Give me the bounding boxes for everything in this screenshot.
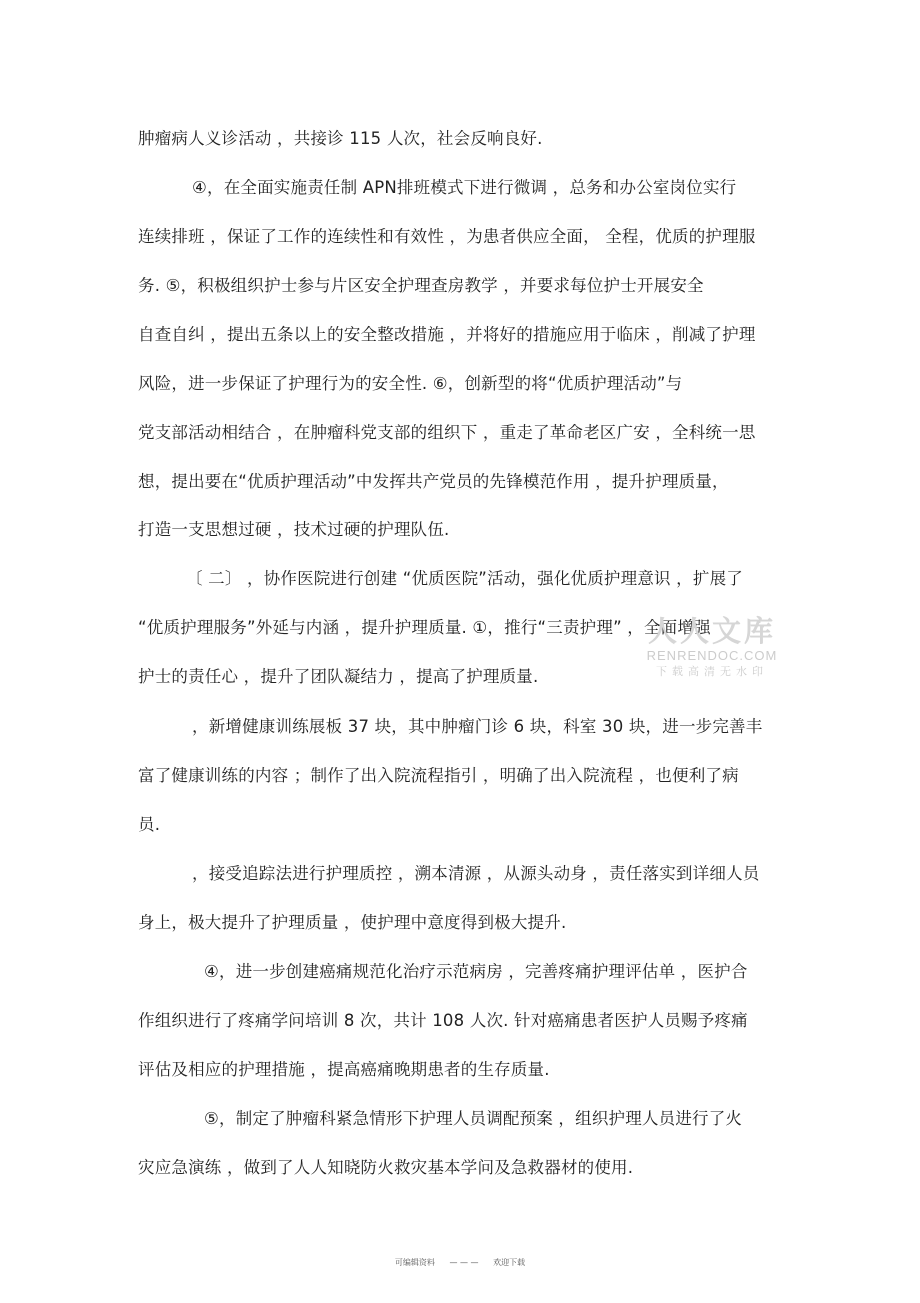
text-line: 护士的责任心 ，提升了团队凝结力 ，提高了护理质量.: [138, 667, 539, 686]
watermark-title: 人人文库: [647, 614, 776, 648]
text-line: 连续排班 ，保证了工作的连续性和有效性 ，为患者供应全面， 全程，优质的护理服: [138, 227, 756, 246]
text-line: 评估及相应的护理措施 ，提高癌痛晚期患者的生存质量.: [138, 1060, 550, 1079]
text-line: 员.: [138, 815, 161, 834]
page-footer: [0, 1257, 920, 1269]
text-line: 党支部活动相结合 ，在肿瘤科党支部的组织下 ，重走了革命老区广安 ，全科统一思: [138, 423, 756, 442]
text-line: 灾应急演练 ，做到了人人知晓防火救灾基本学问及急救器材的使用.: [138, 1158, 634, 1177]
text-line: 身上，极大提升了护理质量 ，使护理中意度得到极大提升.: [138, 913, 567, 932]
watermark-domain: RENRENDOC.COM: [646, 648, 778, 663]
text-line: 作组织进行了疼痛学问培训 8 次，共计 108 人次. 针对癌痛患者医护人员赐予疼痛: [138, 1011, 748, 1030]
text-line: ⑤，制定了肿瘤科紧急情形下护理人员调配预案 ，组织护理人员进行了火: [204, 1109, 743, 1128]
watermark-logo: [642, 614, 782, 680]
text-line: ④，进一步创建癌痛规范化治疗示范病房 ，完善疼痛护理评估单 ，医护合: [204, 962, 748, 981]
text-line: “优质护理服务”外延与内涵 ，提升护理质量. ①，推行“三责护理” ，全面增强: [138, 618, 711, 637]
text-line: ，新增健康训练展板 37 块，其中肿瘤门诊 6 块，科室 30 块，进一步完善丰: [192, 717, 763, 736]
footer-dashes: — — —: [449, 1258, 479, 1267]
text-line: 自查自纠 ，提出五条以上的安全整改措施 ，并将好的措施应用于临床 ，削减了护理: [138, 325, 756, 344]
footer-left-text: 可编辑资料: [394, 1258, 435, 1267]
text-line: 风险，进一步保证了护理行为的安全性. ⑥，创新型的将“优质护理活动”与: [138, 374, 683, 393]
text-line: 务. ⑤，积极组织护士参与片区安全护理查房教学 ，并要求每位护士开展安全: [138, 276, 704, 295]
footer-right-text: 欢迎下载: [493, 1258, 526, 1267]
text-line: 想，提出要在“优质护理活动”中发挥共产党员的先锋模范作用 ，提升护理质量，: [138, 472, 729, 491]
watermark-subtitle: 下载高清无水印: [656, 665, 768, 678]
text-line: ，接受追踪法进行护理质控 ，溯本清源 ，从源头动身 ，责任落实到详细人员: [192, 864, 760, 883]
text-line: ④，在全面实施责任制 APN排班模式下进行微调 ，总务和办公室岗位实行: [192, 178, 737, 197]
text-line: 富了健康训练的内容 ；制作了出入院流程指引 ，明确了出入院流程 ，也便利了病: [138, 766, 739, 785]
text-line: 肿瘤病人义诊活动 ，共接诊 115 人次，社会反响良好.: [138, 129, 543, 148]
section-heading-line: 〔 二〕 ，协作医院进行创建 “优质医院”活动，强化优质护理意识 ，扩展了: [186, 569, 743, 588]
text-line: 打造一支思想过硬 ，技术过硬的护理队伍.: [138, 520, 450, 539]
